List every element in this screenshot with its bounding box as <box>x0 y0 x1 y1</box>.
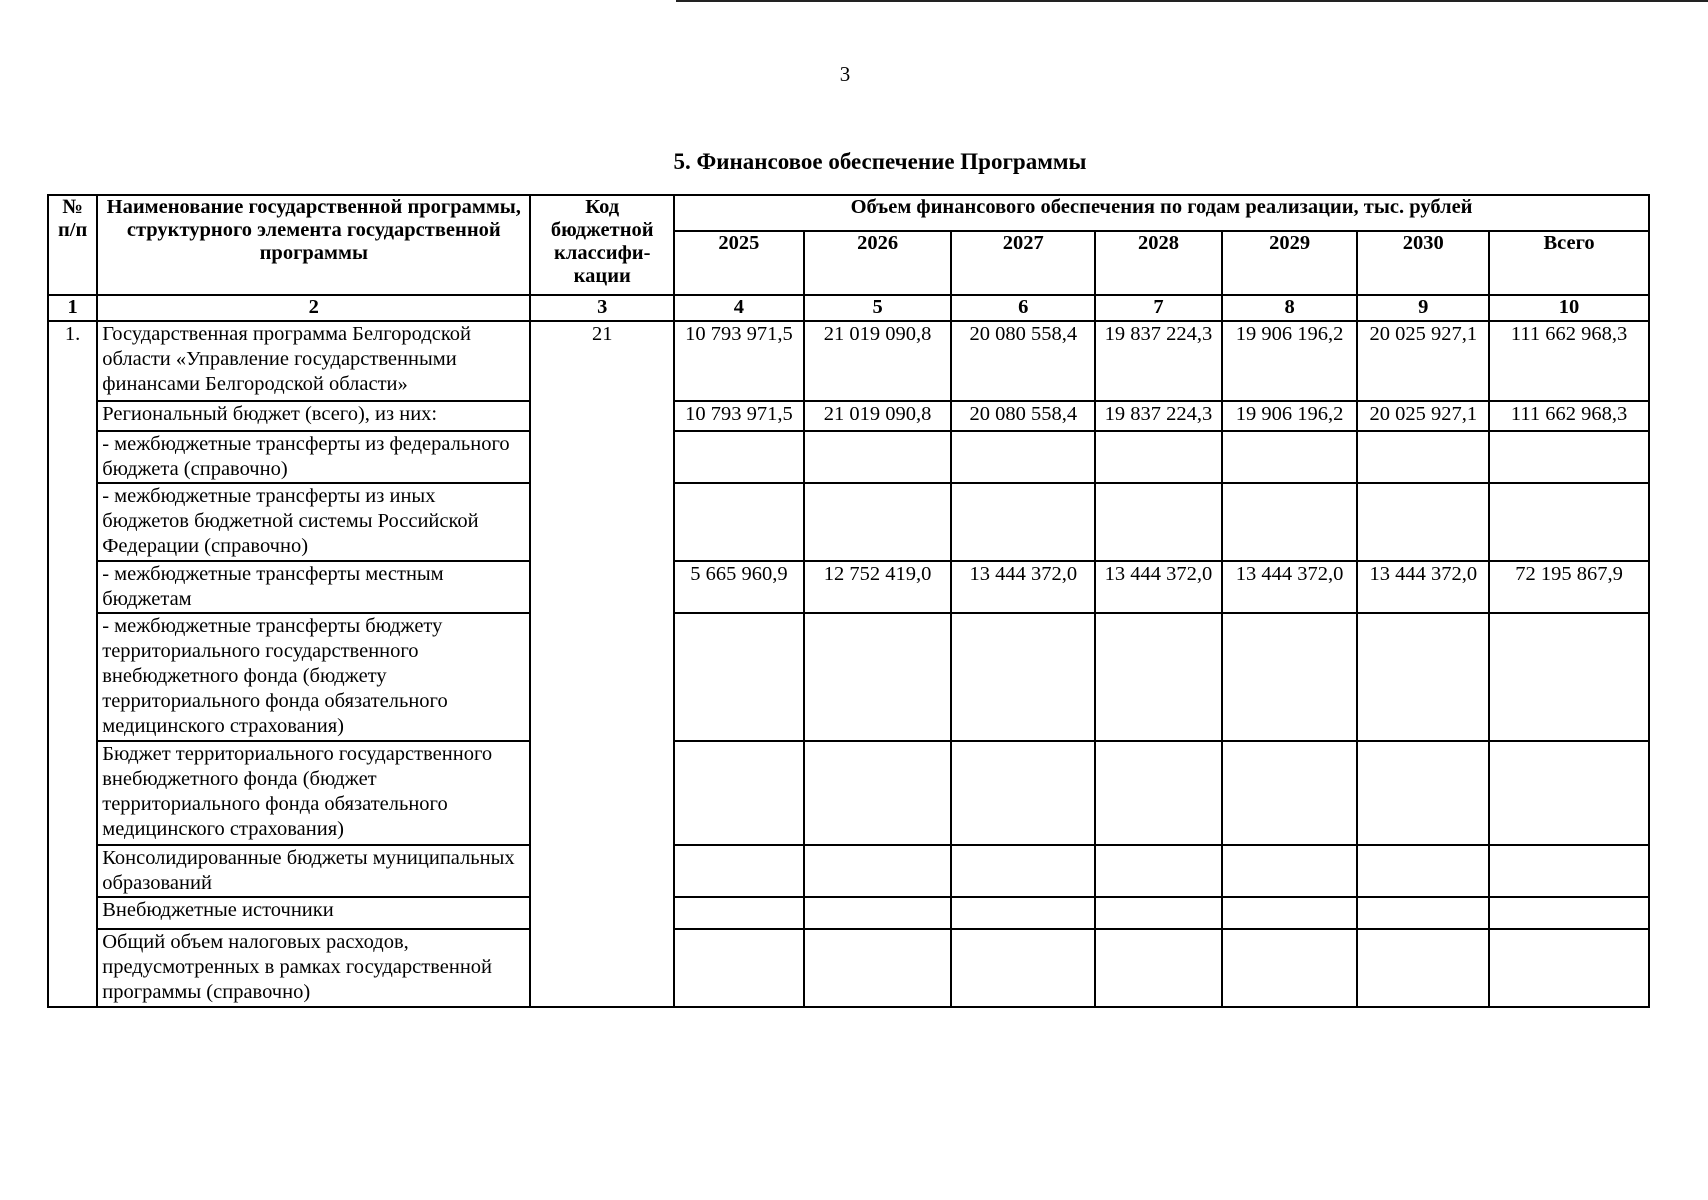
value-cell: 10 793 971,5 <box>674 321 804 401</box>
value-cell <box>1357 483 1489 561</box>
column-number-row <box>48 295 1649 321</box>
column-number: 9 <box>1357 295 1489 321</box>
value-cell <box>1222 483 1358 561</box>
value-cell <box>674 929 804 1007</box>
value-cell: 20 080 558,4 <box>951 321 1095 401</box>
section-title: 5. Финансовое обеспечение Программы <box>673 149 1087 174</box>
column-number: 10 <box>1489 295 1649 321</box>
column-number: 2 <box>97 295 530 321</box>
table-row <box>48 483 1649 561</box>
row-name: Внебюджетные источники <box>97 897 530 929</box>
row-name: Общий объем налоговых расходов, предусмотренных в рамках государственной программы (справочно) <box>97 929 530 1007</box>
value-cell: 21 019 090,8 <box>804 401 952 431</box>
total-cell: 72 195 867,9 <box>1489 561 1649 613</box>
column-number: 8 <box>1222 295 1358 321</box>
value-cell <box>674 845 804 897</box>
header-year: 2027 <box>951 231 1095 295</box>
value-cell: 21 019 090,8 <box>804 321 952 401</box>
value-cell <box>674 897 804 929</box>
value-cell <box>804 613 952 741</box>
header-year: 2028 <box>1095 231 1222 295</box>
financing-table <box>47 194 1650 1008</box>
table-row <box>48 845 1649 897</box>
row-name: Бюджет территориального государственного внебюджетного фонда (бюджет территориального фонда обязательного медицинского страхования) <box>97 741 530 845</box>
value-cell: 13 444 372,0 <box>951 561 1095 613</box>
header-no: № п/п <box>48 195 97 295</box>
value-cell <box>951 845 1095 897</box>
total-cell <box>1489 845 1649 897</box>
value-cell <box>951 929 1095 1007</box>
header-total: Всего <box>1489 231 1649 295</box>
total-cell <box>1489 929 1649 1007</box>
value-cell <box>1222 431 1358 483</box>
value-cell <box>1222 845 1358 897</box>
header-name: Наименование государственной программы, структурного элемента государственной программы <box>97 195 530 295</box>
value-cell <box>1095 929 1222 1007</box>
value-cell <box>951 431 1095 483</box>
value-cell: 19 906 196,2 <box>1222 401 1358 431</box>
value-cell: 20 025 927,1 <box>1357 321 1489 401</box>
table-row <box>48 741 1649 845</box>
value-cell <box>1222 929 1358 1007</box>
value-cell <box>674 431 804 483</box>
value-cell <box>1357 897 1489 929</box>
table-row <box>48 613 1649 741</box>
header-year: 2029 <box>1222 231 1358 295</box>
table-row <box>48 561 1649 613</box>
column-number: 4 <box>674 295 804 321</box>
value-cell <box>951 483 1095 561</box>
table-row <box>48 929 1649 1007</box>
value-cell <box>1095 483 1222 561</box>
value-cell <box>1357 741 1489 845</box>
row-code: 21 <box>530 321 674 1007</box>
header-year: 2026 <box>804 231 952 295</box>
top-border-line <box>676 0 1708 2</box>
total-cell: 111 662 968,3 <box>1489 321 1649 401</box>
column-number: 5 <box>804 295 952 321</box>
column-number: 6 <box>951 295 1095 321</box>
value-cell <box>951 741 1095 845</box>
value-cell <box>1222 613 1358 741</box>
row-name: Консолидированные бюджеты муниципальных образований <box>97 845 530 897</box>
value-cell <box>951 897 1095 929</box>
row-name: - межбюджетные трансферты из федерального бюджета (справочно) <box>97 431 530 483</box>
row-name: - межбюджетные трансферты из иных бюджетов бюджетной системы Российской Федерации (справочно) <box>97 483 530 561</box>
column-number: 1 <box>48 295 97 321</box>
value-cell: 20 080 558,4 <box>951 401 1095 431</box>
value-cell <box>1357 431 1489 483</box>
row-name: Государственная программа Белгородской области «Управление государственными финансами Белгородской области» <box>97 321 530 401</box>
row-name: - межбюджетные трансферты бюджету территориального государственного внебюджетного фонда (бюджету территориального фонда обязательного медицинского страхования) <box>97 613 530 741</box>
total-cell <box>1489 897 1649 929</box>
value-cell <box>674 613 804 741</box>
row-name: - межбюджетные трансферты местным бюджетам <box>97 561 530 613</box>
header-row <box>48 195 1649 231</box>
column-number: 7 <box>1095 295 1222 321</box>
column-number: 3 <box>530 295 674 321</box>
value-cell <box>1095 741 1222 845</box>
value-cell: 13 444 372,0 <box>1357 561 1489 613</box>
value-cell: 10 793 971,5 <box>674 401 804 431</box>
value-cell <box>804 897 952 929</box>
header-volume: Объем финансового обеспечения по годам реализации, тыс. рублей <box>674 195 1649 231</box>
header-year: 2030 <box>1357 231 1489 295</box>
value-cell <box>1222 741 1358 845</box>
value-cell: 13 444 372,0 <box>1095 561 1222 613</box>
value-cell: 13 444 372,0 <box>1222 561 1358 613</box>
value-cell <box>804 431 952 483</box>
value-cell <box>1357 929 1489 1007</box>
header-code: Код бюджетной классифи-кации <box>530 195 674 295</box>
value-cell <box>1222 897 1358 929</box>
value-cell: 19 837 224,3 <box>1095 321 1222 401</box>
value-cell <box>1095 897 1222 929</box>
value-cell <box>804 845 952 897</box>
value-cell <box>674 741 804 845</box>
value-cell <box>674 483 804 561</box>
total-cell: 111 662 968,3 <box>1489 401 1649 431</box>
value-cell <box>1357 613 1489 741</box>
table-row <box>48 401 1649 431</box>
value-cell <box>804 483 952 561</box>
value-cell <box>804 929 952 1007</box>
value-cell <box>951 613 1095 741</box>
table-row <box>48 321 1649 401</box>
value-cell: 20 025 927,1 <box>1357 401 1489 431</box>
header-year: 2025 <box>674 231 804 295</box>
value-cell: 19 837 224,3 <box>1095 401 1222 431</box>
value-cell <box>1095 613 1222 741</box>
row-name: Региональный бюджет (всего), из них: <box>97 401 530 431</box>
total-cell <box>1489 431 1649 483</box>
row-number: 1. <box>48 321 97 1007</box>
value-cell: 19 906 196,2 <box>1222 321 1358 401</box>
total-cell <box>1489 741 1649 845</box>
total-cell <box>1489 613 1649 741</box>
total-cell <box>1489 483 1649 561</box>
page-number: 3 <box>839 62 851 86</box>
value-cell <box>1095 431 1222 483</box>
table-row <box>48 431 1649 483</box>
value-cell <box>1095 845 1222 897</box>
value-cell: 12 752 419,0 <box>804 561 952 613</box>
table-row <box>48 897 1649 929</box>
value-cell <box>804 741 952 845</box>
value-cell <box>1357 845 1489 897</box>
value-cell: 5 665 960,9 <box>674 561 804 613</box>
